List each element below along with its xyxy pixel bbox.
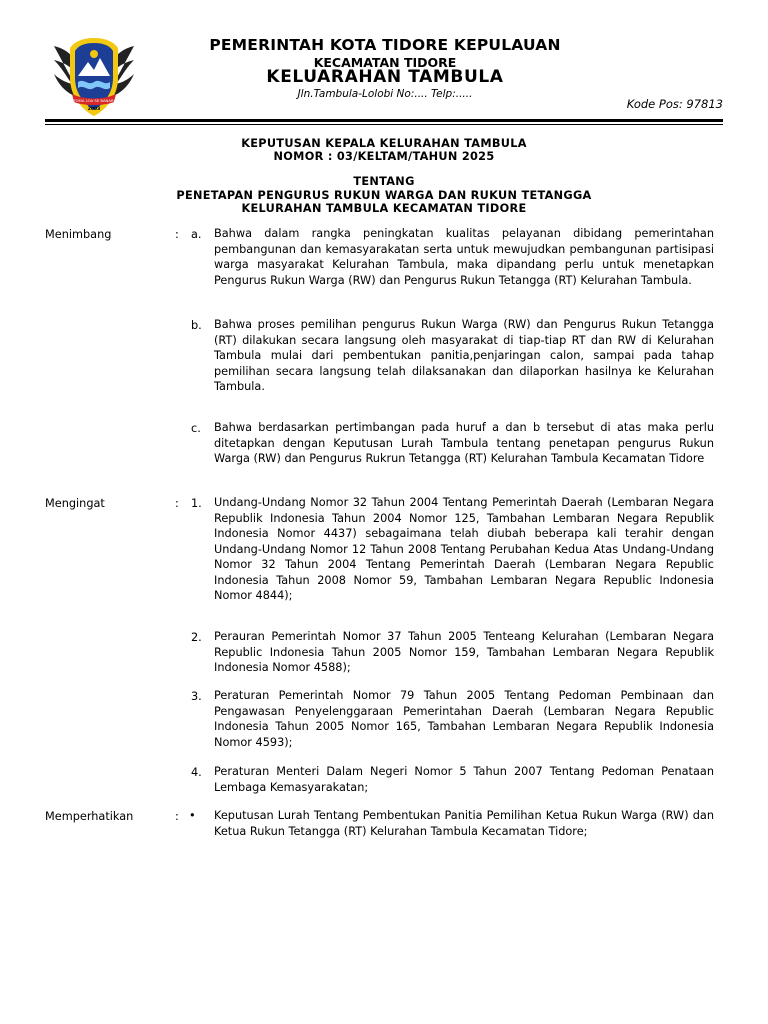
header-thin-rule (45, 124, 723, 125)
menimbang-item-a: Bahwa dalam rangka peningkatan kualitas pelayanan dibidang pemerintahan pembangunan dan kemasyarakatan serta untuk mewujudkan pembangunan partisipasi warga masyarakat Kelurahan Tambula, maka dipandang perlu untuk menetapkan Pengurus Rukun Warga (RW) dan Pengurus Rukun Tetangga (RT) Kelurahan Tambula. (214, 227, 714, 287)
header-thick-rule (45, 119, 723, 122)
decree-number: NOMOR : 03/KELTAM/TAHUN 2025 (273, 150, 495, 163)
list-marker: 3. (191, 690, 202, 703)
list-marker: c. (191, 422, 201, 435)
header-government-name: PEMERINTAH KOTA TIDORE KEPULAUAN (209, 36, 561, 54)
list-marker: b. (191, 319, 202, 332)
list-marker: 1. (191, 497, 202, 510)
section-label-menimbang: Menimbang (45, 228, 112, 241)
decree-subject-line1: PENETAPAN PENGURUS RUKUN WARGA DAN RUKUN TETANGGA (176, 189, 592, 202)
decree-subject-line2: KELURAHAN TAMBULA KECAMATAN TIDORE (241, 202, 527, 215)
mengingat-item-2: Perauran Pemerintah Nomor 37 Tahun 2005 Tenteang Kelurahan (Lembaran Negara Republic Indonesia Tahun 2005 Nomor 159, Tambahan Lembaran Negara Republik Indonesia Nomor 4588); (214, 630, 714, 674)
menimbang-item-c: Bahwa berdasarkan pertimbangan pada huruf a dan b tersebut di atas maka perlu ditetapkan dengan Keputusan Lurah Tambula tentang penetapan pengurus Rukun Warga (RW) dan Pengurus Rukrun Tetangga (RT) Kelurahan Tambula Kecamatan Tidore (214, 421, 714, 465)
sun-icon (90, 50, 98, 58)
header-address: Jln.Tambula-Lolobi No:.... Telp:..... (297, 88, 473, 100)
logo-year-text: 2003 (87, 107, 101, 112)
bullet-icon: • (189, 809, 196, 822)
section-colon-memperhatikan: : (175, 810, 179, 823)
section-label-mengingat: Mengingat (45, 497, 105, 510)
menimbang-item-b: Bahwa proses pemilihan pengurus Rukun Warga (RW) dan Pengurus Rukun Tetangga (RT) dilakukan secara langsung oleh masyarakat di tiap-tiap RT dan RW di Kelurahan Tambula mulai dari pembentukan panitia,penjaringan calon, sampai pada tahap pemilihan secara langsung telah dilaksanakan dan dilaporkan hasilnya ke Kelurahan Tambula. (214, 318, 714, 393)
section-label-memperhatikan: Memperhatikan (45, 810, 134, 823)
header-postal-code: Kode Pos: 97813 (626, 97, 723, 111)
decree-title: KEPUTUSAN KEPALA KELURAHAN TAMBULA (241, 137, 527, 150)
list-marker: 2. (191, 631, 202, 644)
mengingat-item-3: Peraturan Pemerintah Nomor 79 Tahun 2005 Tentang Pedoman Pembinaan dan Pengawasan Penyelenggaraan Pemerintahan Daerah (Lembaran Negara Republic Indonesia Tahun 2005 Nomor 165, Tambahan Lembaran Negara Republik Indonesia Nomor 4593); (214, 689, 714, 749)
mengingat-item-4: Peraturan Menteri Dalam Negeri Nomor 5 Tahun 2007 Tentang Pedoman Penataan Lembaga Kemasyarakatan; (214, 765, 714, 794)
memperhatikan-item-1: Keputusan Lurah Tentang Pembentukan Panitia Pemilihan Ketua Rukun Warga (RW) dan Ketua Rukun Tetangga (RT) Kelurahan Tambula Kecamatan Tidore; (214, 809, 714, 838)
kota-tidore-emblem-logo (48, 36, 140, 120)
header-village-name: KELUARAHAN TAMBULA (266, 67, 504, 87)
list-marker: 4. (191, 766, 202, 779)
logo-motto-text: TOMA LOA SE BANARI (73, 98, 115, 103)
list-marker: a. (191, 228, 202, 241)
section-colon-menimbang: : (175, 228, 179, 241)
header-district-name: KECAMATAN TIDORE (313, 55, 457, 70)
section-colon-mengingat: : (175, 497, 179, 510)
decree-tentang: TENTANG (353, 175, 415, 188)
mengingat-item-1: Undang-Undang Nomor 32 Tahun 2004 Tentang Pemerintah Daerah (Lembaran Negara Republik Indonesia Tahun 2004 Nomor 125, Tambahan Lembaran Negara Republik Indonesia Nomor 4437) sebagaimana telah diubah beberapa kali terahir dengan Undang-Undang Nomor 12 Tahun 2008 Tentang Perubahan Kedua Atas Undang-Undang Nomor 32 Tahun 2004 Tentang Pemerintah Daerah (Lembaran Negara Republic Indonesia Tahun 2008 Nomor 59, Tambahan Lembaran Negara Republic Indonesia Nomor 4844); (214, 496, 714, 602)
